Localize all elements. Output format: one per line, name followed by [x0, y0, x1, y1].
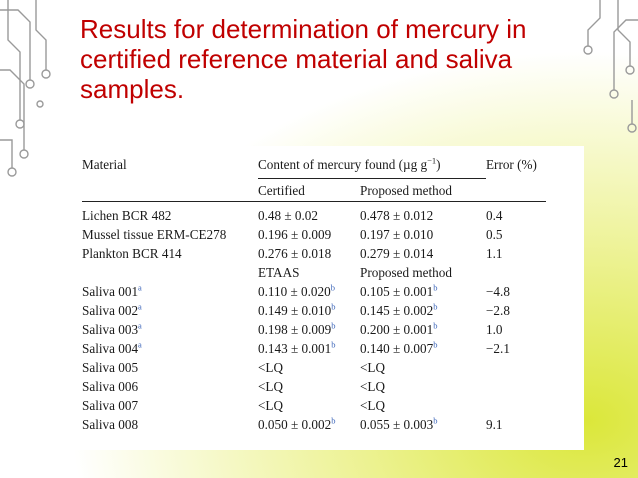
cell-material: Saliva 005	[82, 360, 139, 375]
cell-reference: 0.050 ± 0.002$^b$	[258, 415, 336, 432]
cell-error	[486, 377, 546, 396]
table-row	[82, 301, 546, 320]
header-certified: Certified	[258, 182, 305, 198]
table-subheader-etaas	[82, 263, 546, 282]
table-subheader-row	[82, 179, 546, 202]
cell-material: Lichen BCR 482	[82, 202, 258, 226]
cell-error	[486, 396, 546, 415]
mercury-results-table	[82, 150, 546, 434]
cell-reference: 0.196 ± 0.009	[258, 227, 332, 242]
cell-proposed: <LQ	[360, 360, 386, 375]
cell-error	[486, 358, 546, 377]
cell-proposed: 0.197 ± 0.010	[360, 227, 434, 242]
table-row	[82, 244, 546, 263]
cell-material: Saliva 002$^a$	[82, 301, 142, 318]
header-error: Error (%)	[486, 156, 537, 172]
cell-proposed: 0.105 ± 0.001$^b$	[360, 282, 438, 299]
cell-material: Plankton BCR 414	[82, 246, 182, 261]
cell-reference: 0.48 ± 0.02	[258, 202, 360, 226]
cell-error: 9.1	[486, 417, 503, 432]
cell-material: Saliva 004$^a$	[82, 339, 142, 356]
cell-error: 1.1	[486, 246, 503, 261]
table-row	[82, 202, 546, 226]
cell-proposed: 0.200 ± 0.001$^b$	[360, 320, 438, 337]
cell-error: −4.8	[486, 284, 510, 299]
cell-material: Saliva 001$^a$	[82, 282, 142, 299]
cell-reference: <LQ	[258, 379, 284, 394]
table-row	[82, 358, 546, 377]
cell-reference: 0.110 ± 0.020$^b$	[258, 282, 335, 299]
page-number: 21	[613, 455, 628, 470]
cell-reference: <LQ	[258, 360, 284, 375]
table-row	[82, 320, 546, 339]
cell-error: −2.1	[486, 341, 510, 356]
cell-material: Saliva 006	[82, 379, 139, 394]
saliva-rows	[82, 282, 546, 434]
table-header-row	[82, 150, 546, 179]
cell-error: 0.5	[486, 227, 503, 242]
cell-material: Saliva 003$^a$	[82, 320, 142, 337]
cell-proposed: 0.145 ± 0.002$^b$	[360, 301, 438, 318]
crm-rows	[82, 202, 546, 264]
cell-reference: 0.198 ± 0.009$^b$	[258, 320, 336, 337]
cell-reference: 0.276 ± 0.018	[258, 246, 332, 261]
cell-material: Saliva 008	[82, 417, 139, 432]
cell-proposed: 0.478 ± 0.012	[360, 202, 486, 226]
cell-proposed: <LQ	[360, 398, 386, 413]
results-table-panel	[56, 146, 584, 450]
table-row	[82, 339, 546, 358]
table-row	[82, 415, 546, 434]
subheader-etaas: ETAAS	[258, 265, 300, 280]
cell-reference: 0.149 ± 0.010$^b$	[258, 301, 336, 318]
cell-material: Saliva 007	[82, 398, 139, 413]
cell-proposed: 0.279 ± 0.014	[360, 246, 434, 261]
slide-title: Results for determination of mercury in certified reference material and saliva samples.	[80, 14, 527, 104]
table-row	[82, 396, 546, 415]
cell-material: Mussel tissue ERM-CE278	[82, 227, 227, 242]
table-row	[82, 282, 546, 301]
cell-error: 1.0	[486, 322, 503, 337]
cell-proposed: <LQ	[360, 379, 386, 394]
header-material: Material	[82, 156, 127, 172]
header-content: Content of mercury found (µg $g^{-1}$)	[258, 150, 486, 179]
subheader-proposed: Proposed method	[360, 265, 452, 280]
cell-proposed: 0.140 ± 0.007$^b$	[360, 339, 438, 356]
header-proposed: Proposed method	[360, 182, 452, 198]
table-row	[82, 225, 546, 244]
cell-error: −2.8	[486, 303, 510, 318]
cell-reference: 0.143 ± 0.001$^b$	[258, 339, 336, 356]
cell-proposed: 0.055 ± 0.003$^b$	[360, 415, 438, 432]
table-row	[82, 377, 546, 396]
cell-reference: <LQ	[258, 398, 284, 413]
cell-error: 0.4	[486, 202, 546, 226]
